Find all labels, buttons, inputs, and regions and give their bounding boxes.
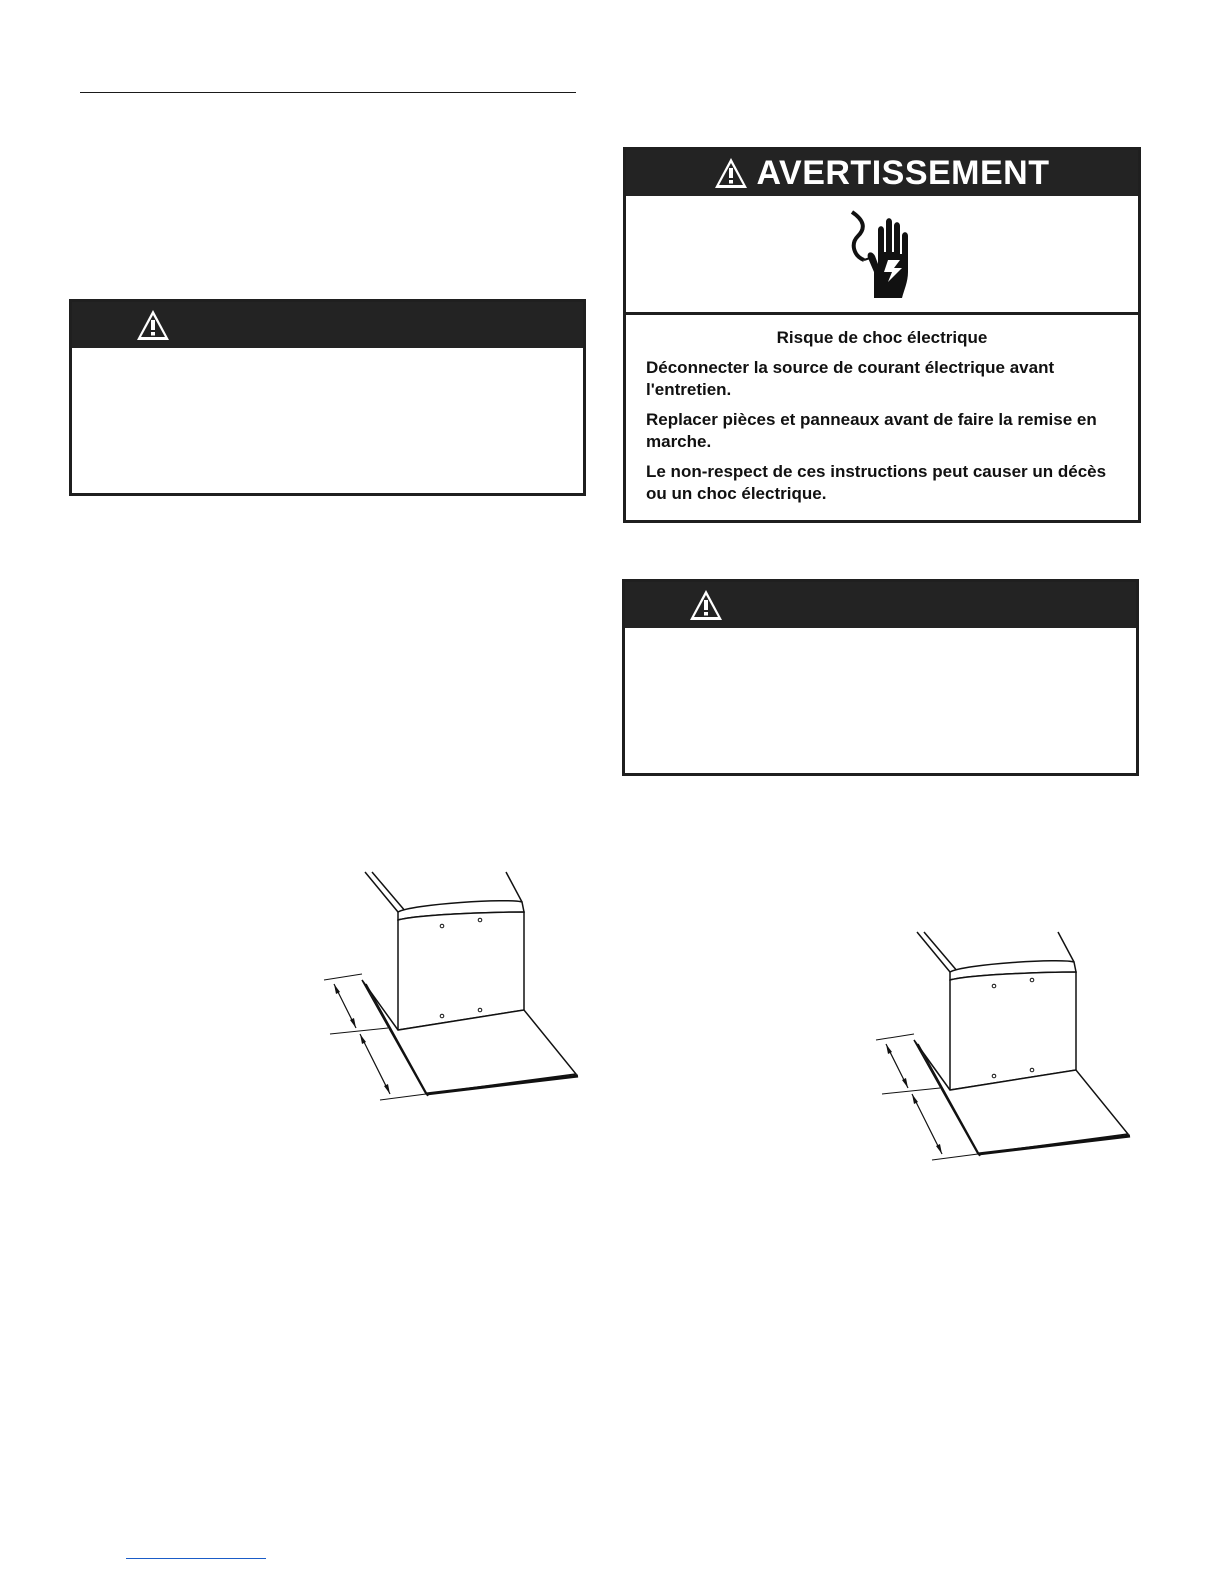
warning-body — [626, 315, 1138, 505]
footer-link-underline[interactable] — [126, 1558, 266, 1559]
warning-subtitle: Risque de choc électrique — [776, 328, 988, 347]
section-rule — [80, 92, 576, 93]
warning-header-right — [625, 582, 1136, 628]
electric-shock-hand-icon — [842, 206, 922, 302]
warning-header-left — [72, 302, 583, 348]
warning-triangle-icon — [714, 156, 748, 190]
warning-title: AVERTISSEMENT — [756, 153, 1050, 192]
appliance-floor-clearance-illustration — [872, 928, 1142, 1168]
warning-triangle-icon — [136, 308, 170, 342]
appliance-floor-clearance-illustration — [320, 868, 590, 1108]
warning-triangle-icon — [689, 588, 723, 622]
warning-paragraph: Le non-respect de ces instructions peut causer un décès ou un choc électrique. — [646, 462, 1107, 503]
warning-header — [626, 150, 1138, 196]
warning-box-electric-shock — [623, 147, 1141, 523]
warning-paragraph: Replacer pièces et panneaux avant de faire la remise en marche. — [646, 410, 1097, 451]
warning-box-right — [622, 579, 1139, 776]
shock-icon-panel — [626, 196, 1138, 315]
warning-box-left — [69, 299, 586, 496]
warning-paragraph: Déconnecter la source de courant électrique avant l'entretien. — [646, 358, 1055, 399]
